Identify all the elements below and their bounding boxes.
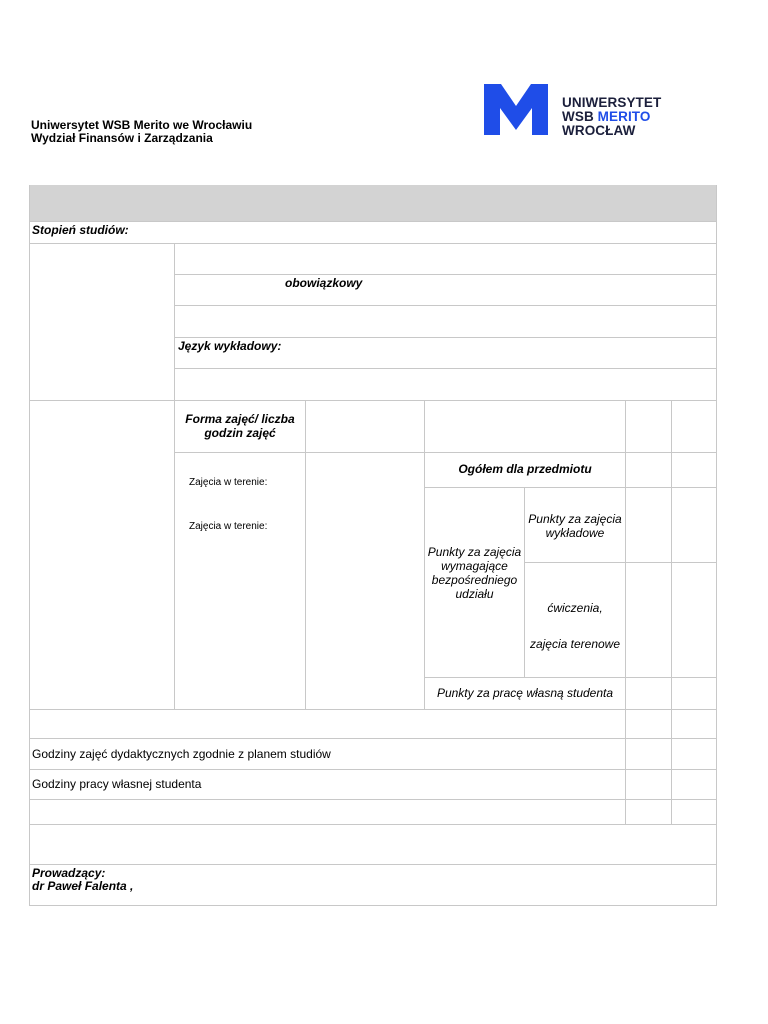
self-work-hours-label: Godziny pracy własnej studenta: [32, 777, 202, 791]
grid-line: [175, 452, 717, 453]
grid-line: [29, 709, 717, 710]
exercises-label: ćwiczenia,: [547, 601, 603, 615]
university-name: Uniwersytet WSB Merito we Wrocławiu: [31, 118, 253, 132]
class-form-header: Forma zajęć/ liczba godzin zajęć: [185, 412, 295, 440]
grid-line: [671, 400, 672, 825]
logo-line-1: UNIWERSYTET: [562, 95, 662, 110]
form-title-band: [29, 185, 717, 222]
grid-line: [29, 769, 717, 770]
points-direct-participation: Punkty za zajęcia wymagające bezpośredniego udziału: [427, 545, 522, 601]
grid-line: [29, 799, 717, 800]
grid-line: [425, 677, 716, 678]
language-label: Język wykładowy:: [178, 339, 282, 353]
total-for-subject: Ogółem dla przedmiotu: [458, 462, 592, 476]
university-logo: [484, 84, 664, 136]
grid-line: [29, 824, 717, 825]
grid-line: [29, 400, 717, 401]
field-classes-label-1: Zajęcia w terenie:: [189, 477, 268, 488]
merito-m-logo-icon: [484, 84, 548, 135]
grid-line: [29, 221, 717, 222]
grid-line: [425, 487, 716, 488]
instructor-label: Prowadzący:: [32, 866, 106, 880]
university-header: [31, 119, 252, 145]
field-classes-points: zajęcia terenowe: [529, 637, 621, 651]
grid-line: [29, 243, 717, 244]
field-classes-label-2: Zajęcia w terenie:: [189, 521, 268, 532]
logo-line-3: WROCŁAW: [562, 123, 636, 138]
points-lectures: Punkty za zajęcia wykładowe: [528, 512, 622, 540]
grid-line: [625, 400, 626, 825]
grid-line: [29, 905, 717, 906]
grid-line: [716, 185, 717, 906]
points-self-work: Punkty za pracę własną studenta: [436, 686, 614, 700]
logo-line-2: [562, 110, 661, 124]
grid-line: [175, 368, 717, 369]
didactic-hours-label: Godziny zajęć dydaktycznych zgodnie z planem studiów: [32, 747, 331, 761]
grid-line: [29, 738, 717, 739]
grid-line: [305, 400, 306, 710]
instructor-name: dr Paweł Falenta ,: [32, 879, 134, 893]
grid-line: [175, 305, 717, 306]
grid-line: [174, 243, 175, 710]
logo-merito: MERITO: [597, 109, 651, 124]
level-of-studies-label: Stopień studiów:: [32, 223, 129, 237]
grid-line: [29, 864, 717, 865]
grid-line: [525, 562, 716, 563]
faculty-name: Wydział Finansów i Zarządzania: [31, 131, 213, 145]
logo-wsb: WSB: [562, 109, 594, 124]
grid-line: [29, 185, 30, 906]
logo-wordmark: [562, 96, 661, 138]
obligatory-label: obowiązkowy: [285, 276, 363, 290]
grid-line: [175, 274, 717, 275]
grid-line: [175, 337, 717, 338]
